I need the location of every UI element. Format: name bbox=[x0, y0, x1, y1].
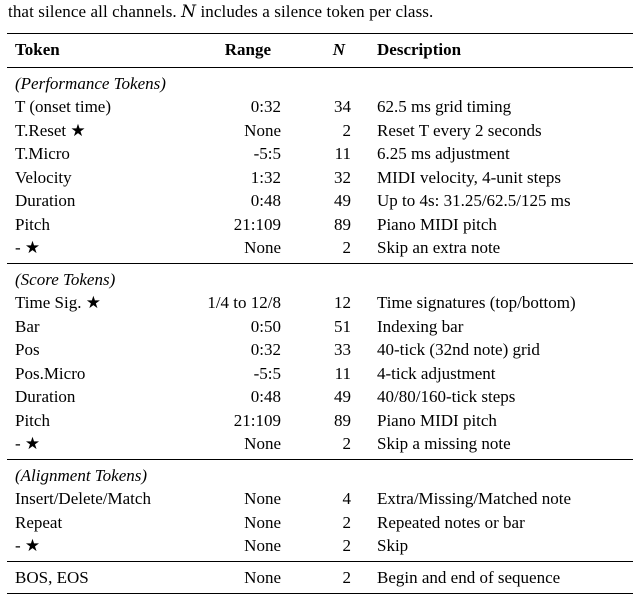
table-header-row bbox=[7, 36, 633, 64]
n-cell: 89 bbox=[334, 410, 351, 430]
header-rule bbox=[7, 67, 633, 68]
section-label-row bbox=[7, 268, 633, 292]
section-label: (Performance Tokens) bbox=[15, 73, 166, 93]
range-cell: 0:48 bbox=[250, 387, 281, 406]
description-cell: Reset T every 2 seconds bbox=[377, 120, 542, 140]
range-cell: None bbox=[244, 567, 281, 587]
table-body bbox=[7, 72, 633, 562]
caption-math-n: N bbox=[181, 2, 197, 22]
n-cell: 2 bbox=[342, 536, 351, 555]
section-label-row bbox=[7, 464, 633, 488]
description-cell: Skip an extra note bbox=[377, 238, 501, 257]
range-cell: 21:109 bbox=[233, 214, 281, 234]
n-cell: 34 bbox=[334, 97, 351, 116]
token-cell: Repeat bbox=[15, 512, 63, 532]
description-cell: Extra/Missing/Matched note bbox=[377, 489, 572, 508]
description-cell: 40-tick (32nd note) grid bbox=[377, 340, 540, 359]
header-n: N bbox=[332, 40, 345, 59]
token-cell: Bar bbox=[15, 316, 40, 336]
range-cell: -5:5 bbox=[253, 363, 281, 383]
section-label-row bbox=[7, 72, 633, 96]
n-cell: 33 bbox=[334, 340, 351, 359]
token-cell: Pitch bbox=[15, 410, 50, 430]
range-cell: None bbox=[244, 512, 281, 532]
description-cell: Begin and end of sequence bbox=[377, 567, 561, 587]
table-row bbox=[7, 95, 633, 119]
token-cell: - ★ bbox=[15, 434, 41, 453]
range-cell: 0:32 bbox=[250, 340, 281, 359]
header-token: Token bbox=[15, 40, 60, 59]
description-cell: Skip a missing note bbox=[377, 434, 511, 453]
description-cell: Repeated notes or bar bbox=[377, 512, 525, 532]
table-row bbox=[7, 119, 633, 143]
range-cell: 0:48 bbox=[250, 191, 281, 210]
header-description: Description bbox=[377, 40, 462, 59]
token-cell: - ★ bbox=[15, 536, 41, 555]
token-cell: T (onset time) bbox=[15, 97, 111, 116]
table-row bbox=[7, 487, 633, 511]
n-cell: 2 bbox=[342, 434, 351, 453]
n-cell: 2 bbox=[342, 512, 351, 532]
range-cell: 1/4 to 12/8 bbox=[207, 293, 281, 312]
description-cell: Up to 4s: 31.25/62.5/125 ms bbox=[377, 191, 571, 210]
n-cell: 11 bbox=[334, 363, 351, 383]
range-cell: None bbox=[244, 434, 281, 453]
section-label: (Score Tokens) bbox=[15, 269, 116, 289]
token-cell: T.Micro bbox=[15, 144, 70, 163]
table-row bbox=[7, 362, 633, 386]
n-cell: 2 bbox=[342, 120, 351, 140]
caption-text-post: includes a silence token per class. bbox=[196, 2, 434, 21]
n-cell: 49 bbox=[334, 191, 351, 210]
token-cell: T.Reset ★ bbox=[15, 120, 86, 140]
section-rule bbox=[7, 561, 633, 562]
description-cell: Indexing bar bbox=[377, 316, 464, 336]
token-cell: Time Sig. ★ bbox=[15, 293, 101, 312]
table-row bbox=[7, 236, 633, 260]
range-cell: 0:32 bbox=[250, 97, 281, 116]
token-cell: Velocity bbox=[15, 167, 72, 187]
table-row bbox=[7, 166, 633, 190]
range-cell: None bbox=[244, 489, 281, 508]
table-caption bbox=[7, 0, 633, 23]
token-cell: BOS, EOS bbox=[15, 567, 89, 587]
description-cell: Piano MIDI pitch bbox=[377, 214, 497, 234]
token-cell: Duration bbox=[15, 387, 76, 406]
table-row bbox=[7, 315, 633, 339]
token-cell: Pos.Micro bbox=[15, 363, 86, 383]
description-cell: 40/80/160-tick steps bbox=[377, 387, 516, 406]
token-cell: Duration bbox=[15, 191, 76, 210]
range-cell: 0:50 bbox=[250, 316, 281, 336]
description-cell: Skip bbox=[377, 536, 409, 555]
range-cell: 1:32 bbox=[250, 167, 281, 187]
table-footer-row bbox=[7, 566, 633, 590]
section-rule bbox=[7, 263, 633, 264]
range-cell: 21:109 bbox=[233, 410, 281, 430]
description-cell: Time signatures (top/bottom) bbox=[377, 293, 576, 312]
table-row bbox=[7, 385, 633, 409]
n-cell: 11 bbox=[334, 144, 351, 163]
description-cell: Piano MIDI pitch bbox=[377, 410, 497, 430]
n-cell: 12 bbox=[334, 293, 351, 312]
range-cell: -5:5 bbox=[253, 144, 281, 163]
n-cell: 49 bbox=[334, 387, 351, 406]
description-cell: MIDI velocity, 4-unit steps bbox=[377, 167, 561, 187]
n-cell: 32 bbox=[334, 167, 351, 187]
token-cell: - ★ bbox=[15, 238, 41, 257]
n-cell: 2 bbox=[342, 238, 351, 257]
token-table bbox=[7, 33, 633, 594]
table-row bbox=[7, 189, 633, 213]
table-row bbox=[7, 213, 633, 237]
description-cell: 4-tick adjustment bbox=[377, 363, 496, 383]
table-row bbox=[7, 409, 633, 433]
table-row bbox=[7, 432, 633, 456]
n-cell: 4 bbox=[342, 489, 351, 508]
table-row bbox=[7, 142, 633, 166]
description-cell: 6.25 ms adjustment bbox=[377, 144, 510, 163]
range-cell: None bbox=[244, 120, 281, 140]
caption-text-pre: that silence all channels. bbox=[8, 2, 182, 21]
table-row bbox=[7, 511, 633, 535]
range-cell: None bbox=[244, 238, 281, 257]
token-cell: Pitch bbox=[15, 214, 50, 234]
n-cell: 89 bbox=[334, 214, 351, 234]
table-row bbox=[7, 291, 633, 315]
n-cell: 51 bbox=[334, 316, 351, 336]
range-cell: None bbox=[244, 536, 281, 555]
section-label: (Alignment Tokens) bbox=[15, 465, 148, 485]
table-row bbox=[7, 338, 633, 362]
header-range: Range bbox=[224, 40, 271, 59]
n-cell: 2 bbox=[342, 567, 351, 587]
token-cell: Insert/Delete/Match bbox=[15, 489, 151, 508]
section-rule bbox=[7, 459, 633, 460]
description-cell: 62.5 ms grid timing bbox=[377, 97, 512, 116]
token-cell: Pos bbox=[15, 340, 40, 359]
table-row bbox=[7, 534, 633, 558]
